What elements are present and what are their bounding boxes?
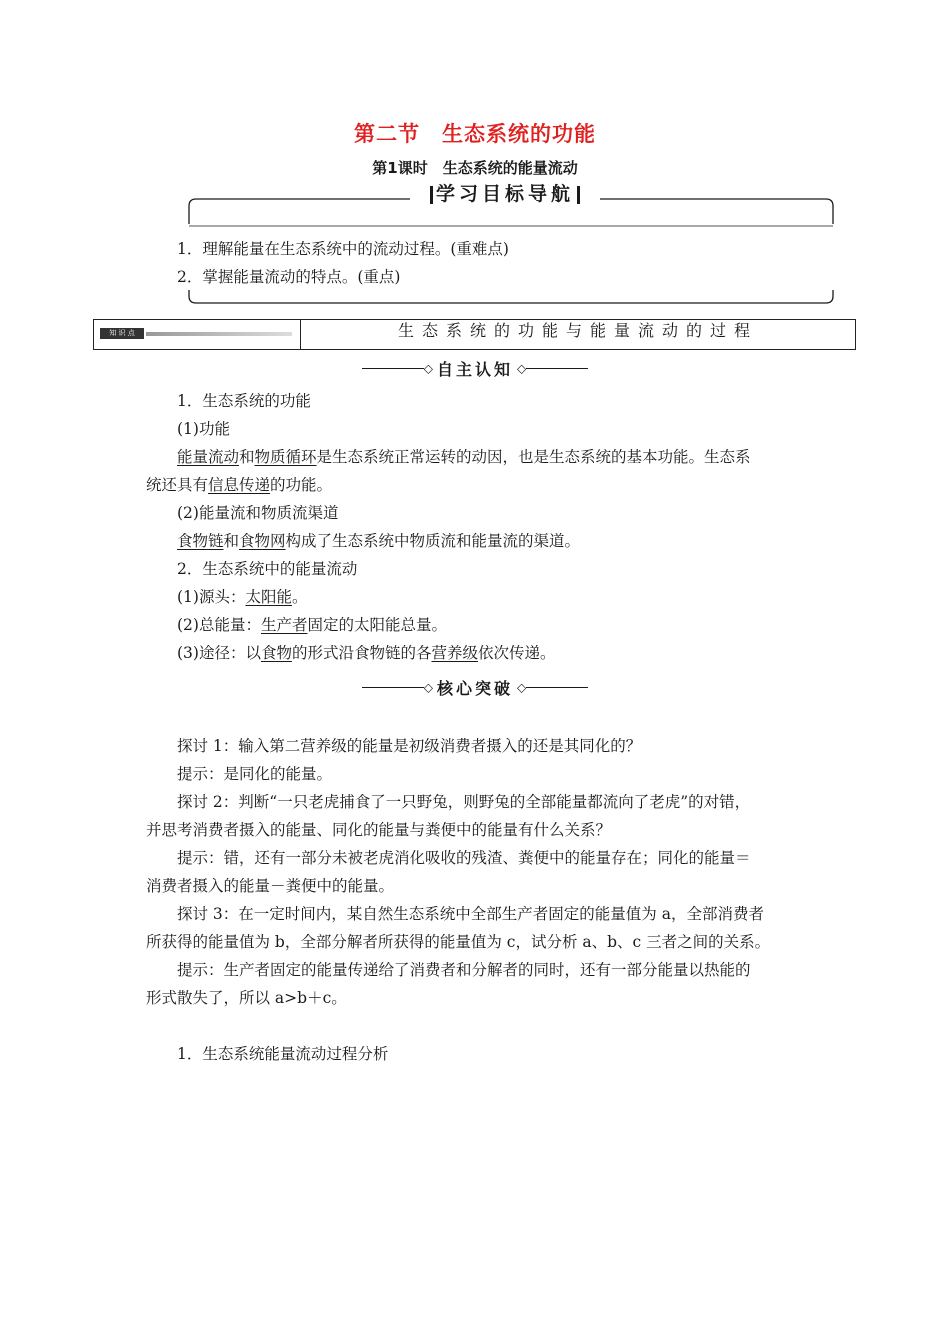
blank-answer: 能量流动 (177, 448, 240, 466)
text-run: 是生态系统正常运转的动因，也是生态系统的基本功能。生态系 (316, 448, 751, 466)
para-function-text-cont (146, 475, 332, 495)
blank-answer: 生产者 (260, 616, 308, 634)
para-total-energy (177, 615, 447, 635)
tag-stripe (146, 332, 292, 336)
text-run: 的功能。 (270, 476, 333, 494)
blank-answer: 食物网 (239, 532, 286, 550)
para-channel-sub: (2)能量流和物质流渠道 (177, 504, 339, 522)
para-function-sub: (1)功能 (177, 420, 230, 438)
text-run: 和 (239, 448, 255, 466)
objectives-heading (410, 180, 600, 208)
hint-2: 提示：错，还有一部分未被老虎消化吸收的残渣、粪便中的能量存在；同化的能量＝ (177, 849, 751, 867)
objective-1: 1．理解能量在生态系统中的流动过程。(重难点) (177, 240, 509, 258)
analysis-heading: 1．生态系统能量流动过程分析 (177, 1045, 389, 1063)
core-divider (0, 676, 950, 699)
para-energy-heading: 2．生态系统中的能量流动 (177, 560, 358, 578)
diamond-icon: ◇ (517, 680, 527, 695)
knowledge-point-title: 生态系统的功能与能量流动的过程 (397, 321, 758, 340)
discussion-3-cont: 所获得的能量值为 b，全部分解者所获得的能量值为 c，试分析 a、b、c 三者之间的关系。 (146, 933, 771, 951)
lesson-subtitle: 第1课时 生态系统的能量流动 (372, 159, 578, 177)
blank-answer: 营养级 (431, 644, 479, 662)
para-function-text (177, 447, 751, 467)
discussion-2: 探讨 2：判断“一只老虎捕食了一只野兔，则野兔的全部能量都流向了老虎”的对错， (177, 793, 751, 811)
heading-bar-right (577, 186, 580, 204)
hint-2-cont: 消费者摄入的能量－粪便中的能量。 (146, 877, 395, 895)
objectives-heading-text: 学习目标导航 (435, 183, 574, 205)
text-run: 的形式沿食物链的各 (291, 644, 432, 662)
blank-answer: 食物 (260, 644, 292, 662)
divider-rule-right (526, 687, 588, 688)
knowledge-point-tag (94, 320, 301, 349)
self-study-divider (0, 357, 950, 380)
text-run: 统还具有 (146, 476, 209, 494)
text-run: 。 (291, 588, 308, 606)
divider-rule-right (526, 368, 588, 369)
objective-2: 2．掌握能量流动的特点。(重点) (177, 268, 401, 286)
text-run: 固定的太阳能总量。 (307, 616, 447, 634)
text-run: 和 (223, 532, 240, 550)
divider-rule-left (362, 368, 424, 369)
self-study-heading: 自主认知 (436, 360, 513, 379)
blank-answer: 食物链 (177, 532, 224, 550)
blank-answer: 信息传递 (208, 476, 271, 494)
para-source (177, 587, 308, 607)
discussion-3: 探讨 3：在一定时间内，某自然生态系统中全部生产者固定的能量值为 a，全部消费者 (177, 905, 764, 923)
divider-rule-left (362, 687, 424, 688)
discussion-1: 探讨 1：输入第二营养级的能量是初级消费者摄入的还是其同化的？ (177, 737, 642, 755)
text-run: (3)途径：以 (177, 644, 261, 662)
heading-bar-left (430, 186, 433, 204)
diamond-icon: ◇ (423, 680, 433, 695)
knowledge-point-box (93, 319, 856, 350)
discussion-2-cont: 并思考消费者摄入的能量、同化的能量与粪便中的能量有什么关系？ (146, 821, 612, 839)
para-channel-text (177, 531, 580, 551)
text-run: (2)总能量： (177, 616, 261, 634)
knowledge-point-label: 知 识 点 (100, 328, 144, 339)
blank-answer: 物质循环 (254, 448, 317, 466)
hint-3-cont: 形式散失了，所以 a>b＋c。 (146, 989, 347, 1007)
hint-3: 提示：生产者固定的能量传递给了消费者和分解者的同时，还有一部分能量以热能的 (177, 961, 751, 979)
page-title: 第二节 生态系统的功能 (354, 122, 596, 146)
hint-1: 提示：是同化的能量。 (177, 765, 333, 783)
para-pathway (177, 643, 556, 663)
blank-answer: 太阳能 (245, 588, 292, 606)
diamond-icon: ◇ (423, 361, 433, 376)
diamond-icon: ◇ (517, 361, 527, 376)
text-run: 依次传递。 (478, 644, 556, 662)
text-run: (1)源头： (177, 588, 246, 606)
core-heading: 核心突破 (436, 679, 513, 698)
para-function-heading: 1．生态系统的功能 (177, 392, 311, 410)
text-run: 构成了生态系统中物质流和能量流的渠道。 (285, 532, 581, 550)
